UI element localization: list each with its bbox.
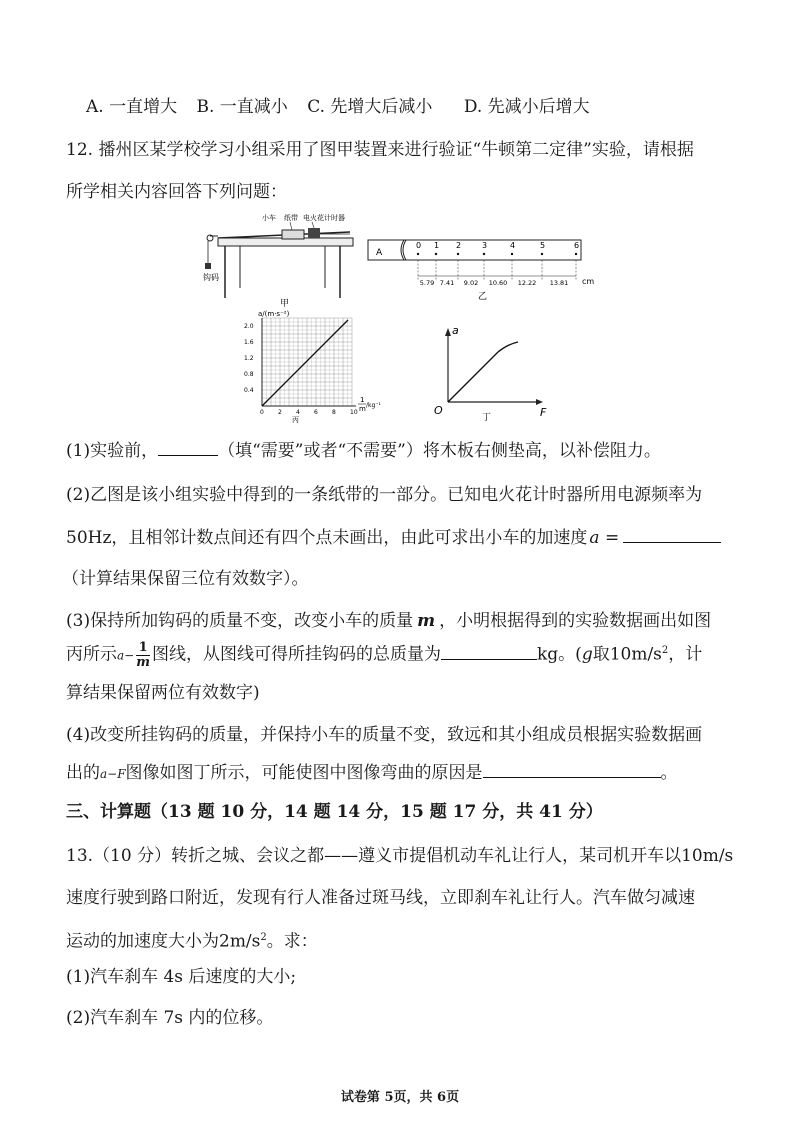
tape-unit: cm [582,277,595,286]
tape-dot [541,253,543,255]
bing-line [262,320,348,406]
ding-origin: O [434,404,443,417]
option-d: D. 先减小后增大 [463,97,590,117]
figure-jia-apparatus [200,208,360,308]
bing-ytick: 2.0 [244,323,254,330]
ding-xlabel: F [540,406,547,419]
tape-spacing: 9.02 [463,279,479,287]
bing-xlabel-unit: /kg⁻¹ [366,402,381,409]
q13-line3: 运动的加速度大小为$2m/s^2$。求： [66,931,318,952]
section-title-calculation: 三、计算题（13 题 10 分，14 题 14 分，15 题 17 分，共 41 分） [66,802,603,822]
caption-yi: 乙 [478,292,488,302]
tape-point-label: 5 [540,241,546,250]
tape-dot [575,253,577,255]
tape-point-label: 2 [456,241,462,250]
q11-options [86,96,590,118]
q12-p3-line1: (3)保持所加钩码的质量不变，改变小车的质量 m ，小明根据得到的实验数据画出如图 [66,611,712,631]
q12-line1: 12. 播州区某学校学习小组采用了图甲装置来进行验证“牛顿第二定律”实验，请根据 [66,140,694,160]
answer-blank-3[interactable] [441,645,537,660]
label-cart: 小车 [262,214,276,222]
bing-xlabel-den: m [359,405,366,413]
bing-xtick: 4 [296,409,300,416]
q12-line2: 所学相关内容回答下列问题： [66,182,287,202]
caption-bing: 丙 [292,416,299,424]
point-A: A [376,248,383,258]
page-footer: 试卷第 5页，共 6页 [340,1090,460,1105]
q12-p3-line3: 算结果保留两位有效数字) [66,683,260,703]
q12-p4-line1: (4)改变所挂钩码的质量，并保持小车的质量不变，致远和其小组成员根据实验数据画 [66,725,703,745]
tape-point-label: 0 [416,241,422,250]
option-c: C. 先增大后减小 [307,97,433,117]
tape-spacing: 7.41 [439,279,455,287]
tape-spacing: 5.79 [419,279,435,287]
bing-xlabel-num: 1 [360,396,365,404]
bing-ytick: 1.2 [244,355,254,362]
tape-point-label: 6 [574,241,580,250]
tape-point-label: 4 [510,241,516,250]
figure-ding-graph [428,322,558,422]
tape-dot [435,253,437,255]
bing-ylabel: a/(m·s⁻²) [258,310,290,318]
caption-ding: 丁 [482,413,492,422]
tape-dot [457,253,459,255]
label-weight: 钩码 [203,273,219,282]
tape-point-label: 3 [482,241,488,250]
bing-xtick: 10 [350,409,358,416]
tape-points [416,241,579,287]
ding-ylabel: a [452,324,459,337]
label-tape: 纸带 [284,214,298,222]
tape-dot [483,253,485,255]
figure-bing-graph [236,306,386,424]
q12-p2-line3: （计算结果保留三位有效数字）。 [62,569,309,589]
tape-spacing: 10.60 [488,279,508,287]
bing-ytick: 0.4 [244,387,254,394]
label-timer: 电火花计时器 [303,214,345,222]
tape-dot [417,253,419,255]
answer-blank-2[interactable] [623,528,721,543]
q12-p2-line2: 50Hz，且相邻计数点间还有四个点未画出，由此可求出小车的加速度 a = [66,527,721,549]
option-a: A. 一直增大 [86,97,178,117]
q13-line1: 13.（10 分）转折之城、会议之都——遵义市提倡机动车礼让行人，某司机开车以10m/s [66,846,734,866]
bing-ytick: 0.8 [244,371,254,378]
bing-xtick: 6 [314,409,318,416]
answer-blank-4[interactable] [483,763,661,778]
q12-p2-line1: (2)乙图是该小组实验中得到的一条纸带的一部分。已知电火花计时器所用电源频率为 [66,485,703,505]
q13-sub1: (1)汽车刹车 4s 后速度的大小; [66,967,297,987]
tape-dot [511,253,513,255]
option-b: B. 一直减小 [196,97,288,117]
bing-xtick: 8 [332,409,336,416]
tape-point-label: 1 [434,241,440,250]
tape-spacing: 12.22 [517,279,537,287]
q12-p3-line2: 丙所示a− $\frac{1}{m}$ 图线，从图线可得所挂钩码的总质量为 kg。(g取$10m/s^2$，计 [66,639,703,670]
q13-line2: 速度行驶到路口附近，发现有行人准备过斑马线，立即刹车礼让行人。汽车做匀减速 [66,888,695,908]
fraction-1-over-m: $\frac{1}{m}$ [136,639,150,670]
q13-sub2: (2)汽车刹车 7s 内的位移。 [66,1008,274,1028]
bing-ytick: 1.6 [244,339,254,346]
figure-yi-tape [366,232,606,302]
tape-spacing: 13.81 [549,279,569,287]
bing-xtick: 0 [260,409,264,416]
q12-p4-line2: 出的a−F图像如图丁所示，可能使图中图像弯曲的原因是 。 [66,763,678,783]
bing-xtick: 2 [278,409,282,416]
answer-blank-1[interactable] [158,441,218,456]
q12-p1: (1)实验前， （填“需要”或者“不需要”）将木板右侧垫高，以补偿阻力。 [66,441,661,461]
ding-curve [448,342,518,402]
caption-jia: 甲 [280,299,290,308]
